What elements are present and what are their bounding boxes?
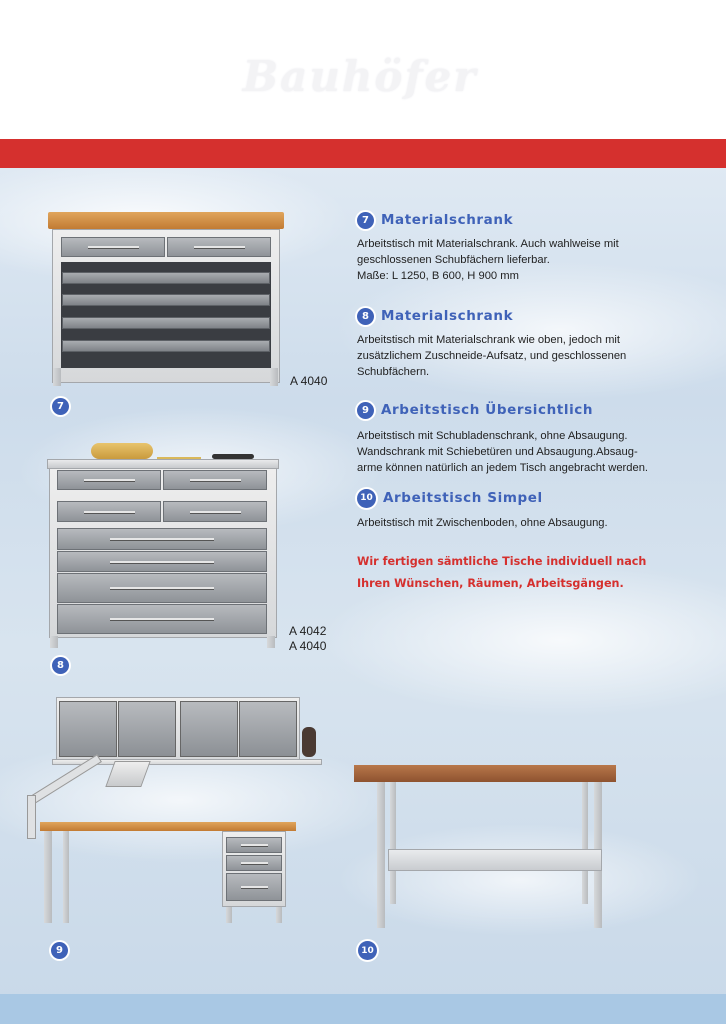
pull-out-shelf (62, 340, 270, 352)
drawer (57, 501, 161, 522)
section-title: Materialschrank (381, 308, 514, 324)
drawer (57, 551, 267, 572)
leg (53, 368, 61, 386)
leg (582, 782, 588, 904)
body-line: Maße: L 1250, B 600, H 900 mm (357, 270, 519, 282)
leg (390, 782, 396, 904)
number-badge: 8 (52, 657, 69, 674)
body-line: arme können natürlich an jedem Tisch angebracht werden. (357, 462, 649, 474)
worktop (48, 212, 284, 229)
note-line: Wir fertigen sämtliche Tische individuell nach (357, 555, 647, 568)
pull-out-shelf (62, 317, 270, 329)
leg (276, 907, 282, 923)
leg (44, 831, 52, 923)
worktop (40, 822, 296, 831)
section-7-body (357, 236, 687, 284)
drawer (57, 573, 267, 603)
section-title: Arbeitstisch Übersichtlich (381, 402, 594, 418)
body-line: Wandschrank mit Schiebetüren und Absaugung.Absaug- (357, 446, 638, 458)
drawer (57, 470, 161, 490)
leg (226, 907, 232, 923)
body-line: Schubfächern. (357, 366, 430, 378)
section-9-body (357, 428, 687, 476)
leg (377, 782, 385, 928)
body-line: Arbeitstisch mit Zwischenboden, ohne Absaugung. (357, 517, 608, 529)
number-badge: 7 (357, 212, 374, 229)
extraction-pipe (302, 727, 316, 757)
red-header-band (0, 139, 726, 168)
product-8-image (47, 440, 283, 650)
product-9-image (22, 697, 324, 937)
leg (63, 831, 69, 923)
section-8-heading (357, 306, 513, 326)
drawer (226, 837, 282, 853)
drawer (163, 470, 267, 490)
sliding-door (59, 701, 117, 757)
custom-manufacturing-note (357, 551, 697, 595)
watermark-logo: Bauhöfer (242, 52, 478, 101)
number-badge: 7 (52, 398, 69, 415)
number-badge: 8 (357, 308, 374, 325)
drawer (226, 855, 282, 871)
worktop (354, 765, 616, 782)
section-8-body (357, 332, 687, 380)
footer-band (0, 994, 726, 1024)
drawer (163, 501, 267, 522)
leg (50, 636, 58, 648)
leg (267, 636, 275, 648)
suction-hood (105, 761, 150, 787)
drawer (57, 528, 267, 550)
drawer (226, 873, 282, 901)
sliding-door (118, 701, 176, 757)
product-code: A 4040 (290, 374, 328, 388)
drawer (167, 237, 271, 257)
number-badge: 10 (358, 941, 377, 960)
product-7-image (48, 212, 288, 387)
number-badge: 9 (51, 942, 68, 959)
leg (270, 368, 278, 386)
pull-out-shelf (62, 272, 270, 284)
product-code: A 4040 (289, 639, 327, 653)
body-line: zusätzlichem Zuschneide-Aufsatz, und geschlossenen (357, 350, 627, 362)
intermediate-shelf (388, 849, 602, 871)
drawer (61, 237, 165, 257)
body-line: Arbeitstisch mit Materialschrank. Auch wahlweise mit (357, 238, 619, 250)
arm-post (27, 795, 36, 839)
drawer (57, 604, 267, 634)
product-code: A 4042 (289, 624, 327, 638)
section-9-heading (357, 400, 593, 420)
product-10-image (354, 765, 618, 930)
section-title: Materialschrank (381, 212, 514, 228)
note-line: Ihren Wünschen, Räumen, Arbeitsgängen. (357, 577, 624, 590)
section-10-body (357, 515, 687, 531)
body-line: Arbeitstisch mit Materialschrank wie oben, jedoch mit (357, 334, 621, 346)
leather-piece (91, 443, 153, 459)
body-line: Arbeitstisch mit Schubladenschrank, ohne Absaugung. (357, 430, 628, 442)
section-10-heading (357, 488, 543, 508)
sliding-door (180, 701, 238, 757)
pull-out-shelf (62, 294, 270, 306)
section-title: Arbeitstisch Simpel (383, 490, 543, 506)
section-7-heading (357, 210, 513, 230)
body-line: geschlossenen Schubfächern lieferbar. (357, 254, 550, 266)
sliding-door (239, 701, 297, 757)
number-badge: 10 (357, 489, 376, 508)
header-area (0, 0, 726, 139)
number-badge: 9 (357, 402, 374, 419)
